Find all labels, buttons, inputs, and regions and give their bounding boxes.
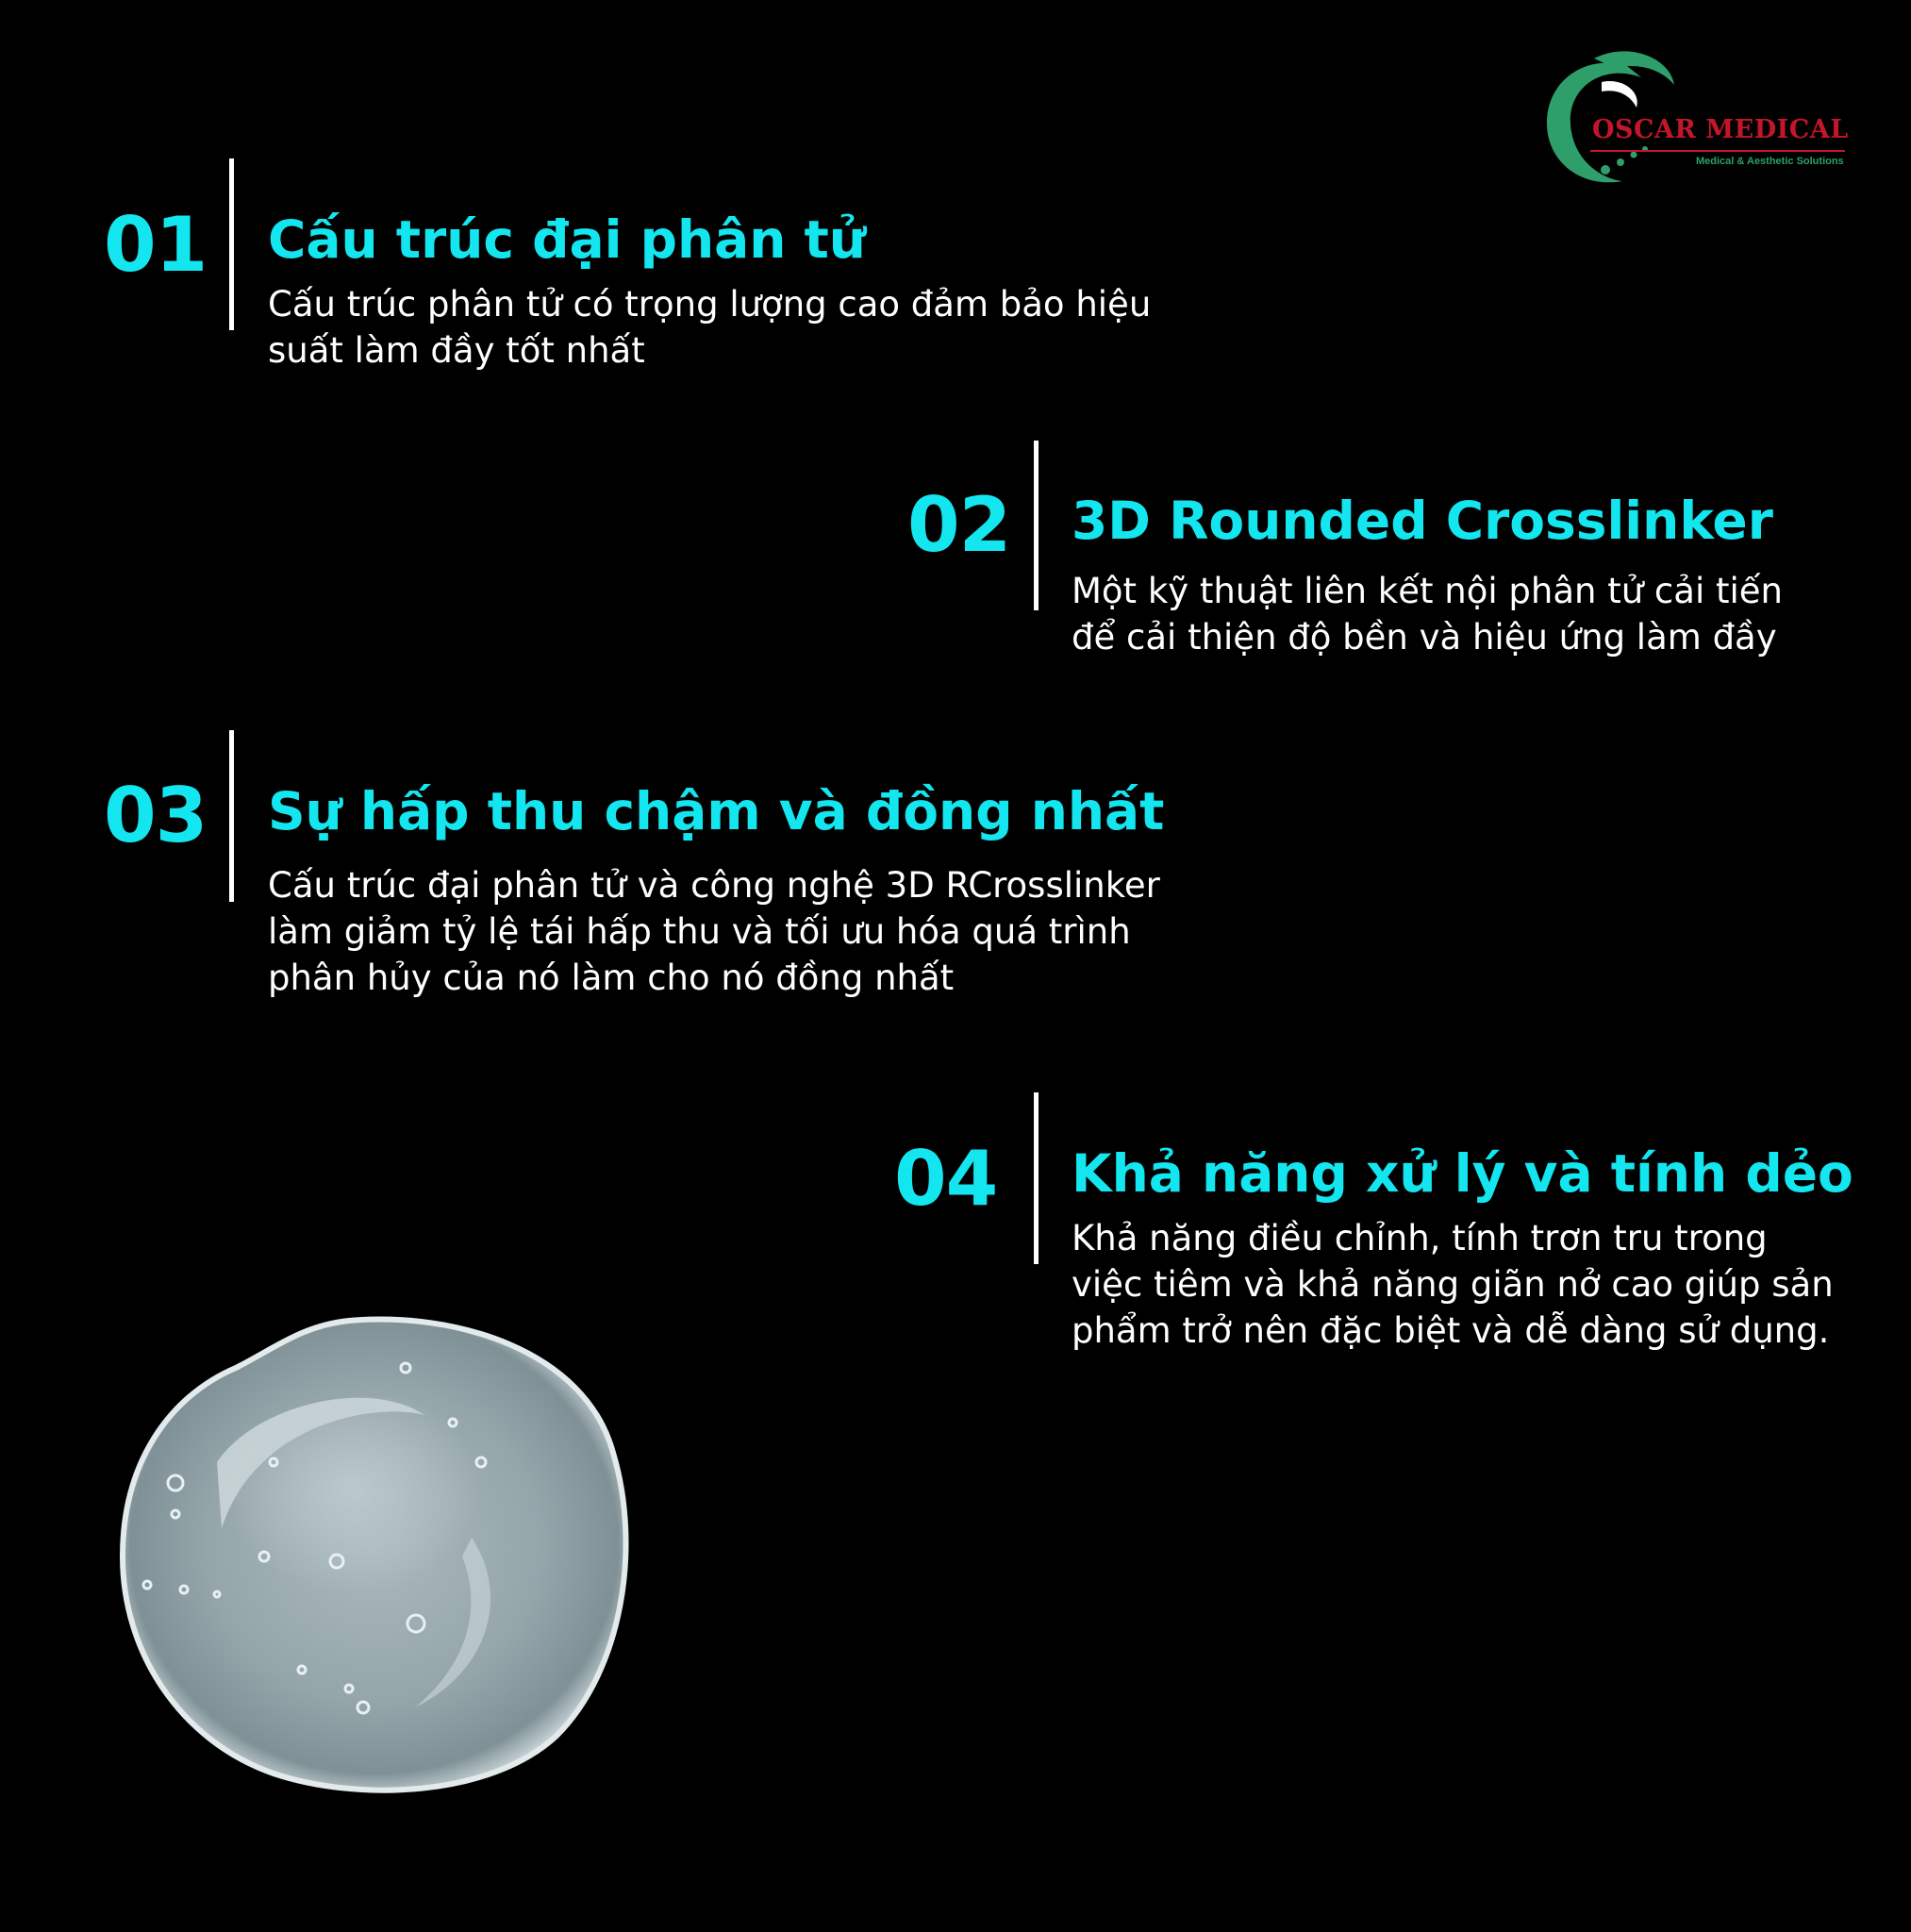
feature-description — [268, 862, 1173, 1001]
description-line: việc tiêm và khả năng giãn nở cao giúp sản — [1072, 1264, 1834, 1305]
description-line: Cấu trúc phân tử có trọng lượng cao đảm bảo hiệu — [268, 284, 1152, 325]
description-line: làm giảm tỷ lệ tái hấp thu và tối ưu hóa quá trình — [268, 911, 1131, 952]
feature-number: 04 — [894, 1135, 998, 1223]
feature-divider — [229, 730, 234, 902]
description-line: Khả năng điều chỉnh, tính trơn tru trong — [1072, 1218, 1768, 1258]
feature-number: 01 — [104, 201, 208, 289]
feature-title: Khả năng xử lý và tính dẻo — [1072, 1143, 1853, 1204]
feature-number: 02 — [907, 481, 1011, 569]
feature-description — [1072, 568, 1883, 660]
description-line: Cấu trúc đại phân tử và công nghệ 3D RCrosslinker — [268, 865, 1160, 906]
description-line: phẩm trở nên đặc biệt và dễ dàng sử dụng. — [1072, 1310, 1830, 1351]
feature-divider — [1034, 441, 1039, 610]
feature-divider — [1034, 1092, 1039, 1264]
feature-description — [268, 281, 1173, 374]
description-line: phân hủy của nó làm cho nó đồng nhất — [268, 958, 955, 998]
feature-description — [1072, 1215, 1902, 1354]
description-line: để cải thiện độ bền và hiệu ứng làm đầy — [1072, 617, 1777, 658]
feature-title: 3D Rounded Crosslinker — [1072, 491, 1773, 551]
feature-title: Cấu trúc đại phân tử — [268, 209, 866, 270]
gel-droplet-image — [113, 1311, 641, 1802]
brand-tagline: Medical & Aesthetic Solutions — [1696, 156, 1844, 167]
brand-logo — [1537, 49, 1849, 191]
brand-name: OSCAR MEDICAL — [1592, 115, 1849, 144]
feature-divider — [229, 158, 234, 330]
description-line: suất làm đầy tốt nhất — [268, 330, 645, 371]
feature-number: 03 — [104, 772, 208, 859]
brand-underline — [1590, 150, 1845, 152]
description-line: Một kỹ thuật liên kết nội phân tử cải tiến — [1072, 571, 1783, 611]
feature-title: Sự hấp thu chậm và đồng nhất — [268, 781, 1165, 841]
